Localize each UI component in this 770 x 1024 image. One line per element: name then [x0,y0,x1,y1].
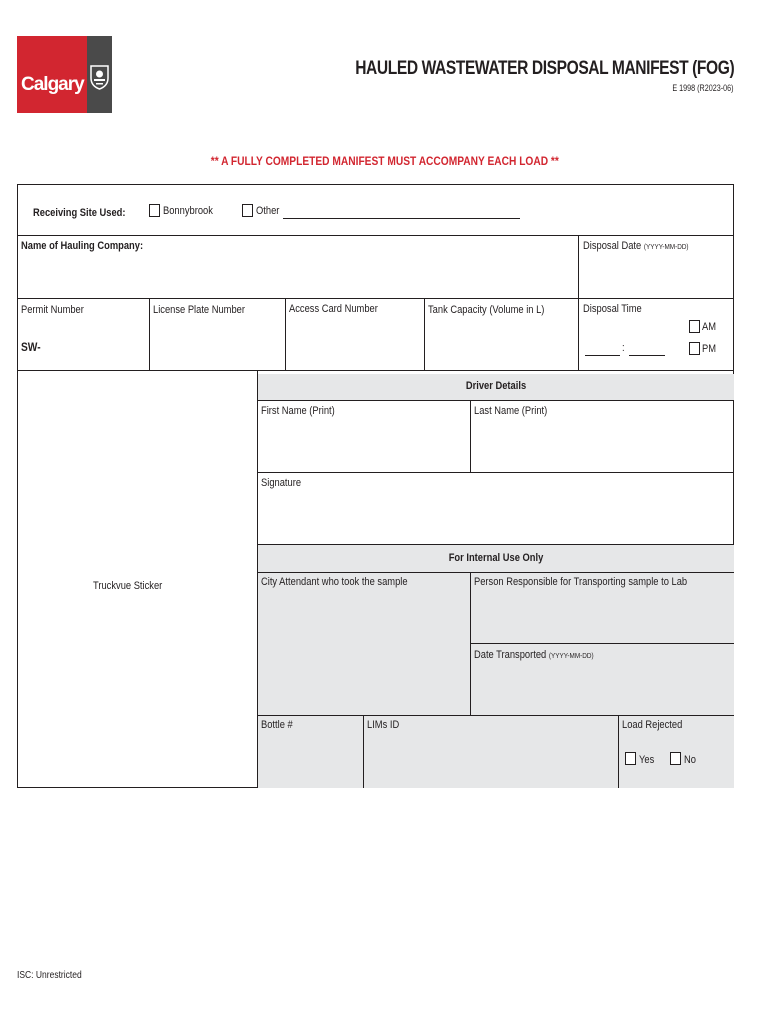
lims-id-label: LIMs ID [367,719,400,731]
rejected-no-label: No [684,754,696,766]
bonnybrook-checkbox[interactable] [149,204,160,217]
disposal-time-label: Disposal Time [583,303,642,315]
date-transported-label: Date Transported (YYYY-MM-DD) [474,649,594,661]
calgary-logo [17,36,112,113]
permit-number-label: Permit Number [21,304,84,316]
time-minutes-input[interactable] [629,355,665,356]
truckvue-sticker-label: Truckvue Sticker [93,580,163,592]
driver-details-heading: Driver Details [465,380,527,392]
classification-footer: ISC: Unrestricted [17,970,82,981]
other-label: Other [256,205,280,217]
time-hours-input[interactable] [585,355,620,356]
license-plate-label: License Plate Number [153,304,245,316]
form-title: HAULED WASTEWATER DISPOSAL MANIFEST (FOG) [354,58,734,79]
manifest-form [17,184,734,788]
city-attendant-label: City Attendant who took the sample [261,576,408,588]
city-crest-icon [89,64,110,90]
bottle-number-label: Bottle # [261,719,293,731]
access-card-label: Access Card Number [289,303,378,315]
time-separator: : [622,342,625,354]
bonnybrook-label: Bonnybrook [163,205,213,217]
logo-wordmark: Calgary [21,74,84,95]
completion-notice: ** A FULLY COMPLETED MANIFEST MUST ACCOMPANY EACH LOAD ** [210,154,560,168]
other-checkbox[interactable] [242,204,253,217]
rejected-yes-checkbox[interactable] [625,752,636,765]
receiving-site-label: Receiving Site Used: [33,207,126,219]
transporter-label: Person Responsible for Transporting sample to Lab [474,576,688,588]
am-checkbox[interactable] [689,320,700,333]
pm-checkbox[interactable] [689,342,700,355]
rejected-no-checkbox[interactable] [670,752,681,765]
am-label: AM [702,321,717,333]
hauling-company-label: Name of Hauling Company: [21,240,144,252]
load-rejected-label: Load Rejected [622,719,683,731]
other-site-input[interactable] [283,218,520,219]
pm-label: PM [702,343,717,355]
signature-label: Signature [261,477,302,489]
form-number: E 1998 (R2023-06) [672,83,734,93]
last-name-label: Last Name (Print) [474,405,548,417]
disposal-date-label: Disposal Date (YYYY-MM-DD) [583,240,689,252]
internal-use-heading: For Internal Use Only [448,552,544,564]
permit-prefix: SW- [21,340,41,354]
first-name-label: First Name (Print) [261,405,335,417]
rejected-yes-label: Yes [639,754,655,766]
tank-capacity-label: Tank Capacity (Volume in L) [428,304,545,316]
